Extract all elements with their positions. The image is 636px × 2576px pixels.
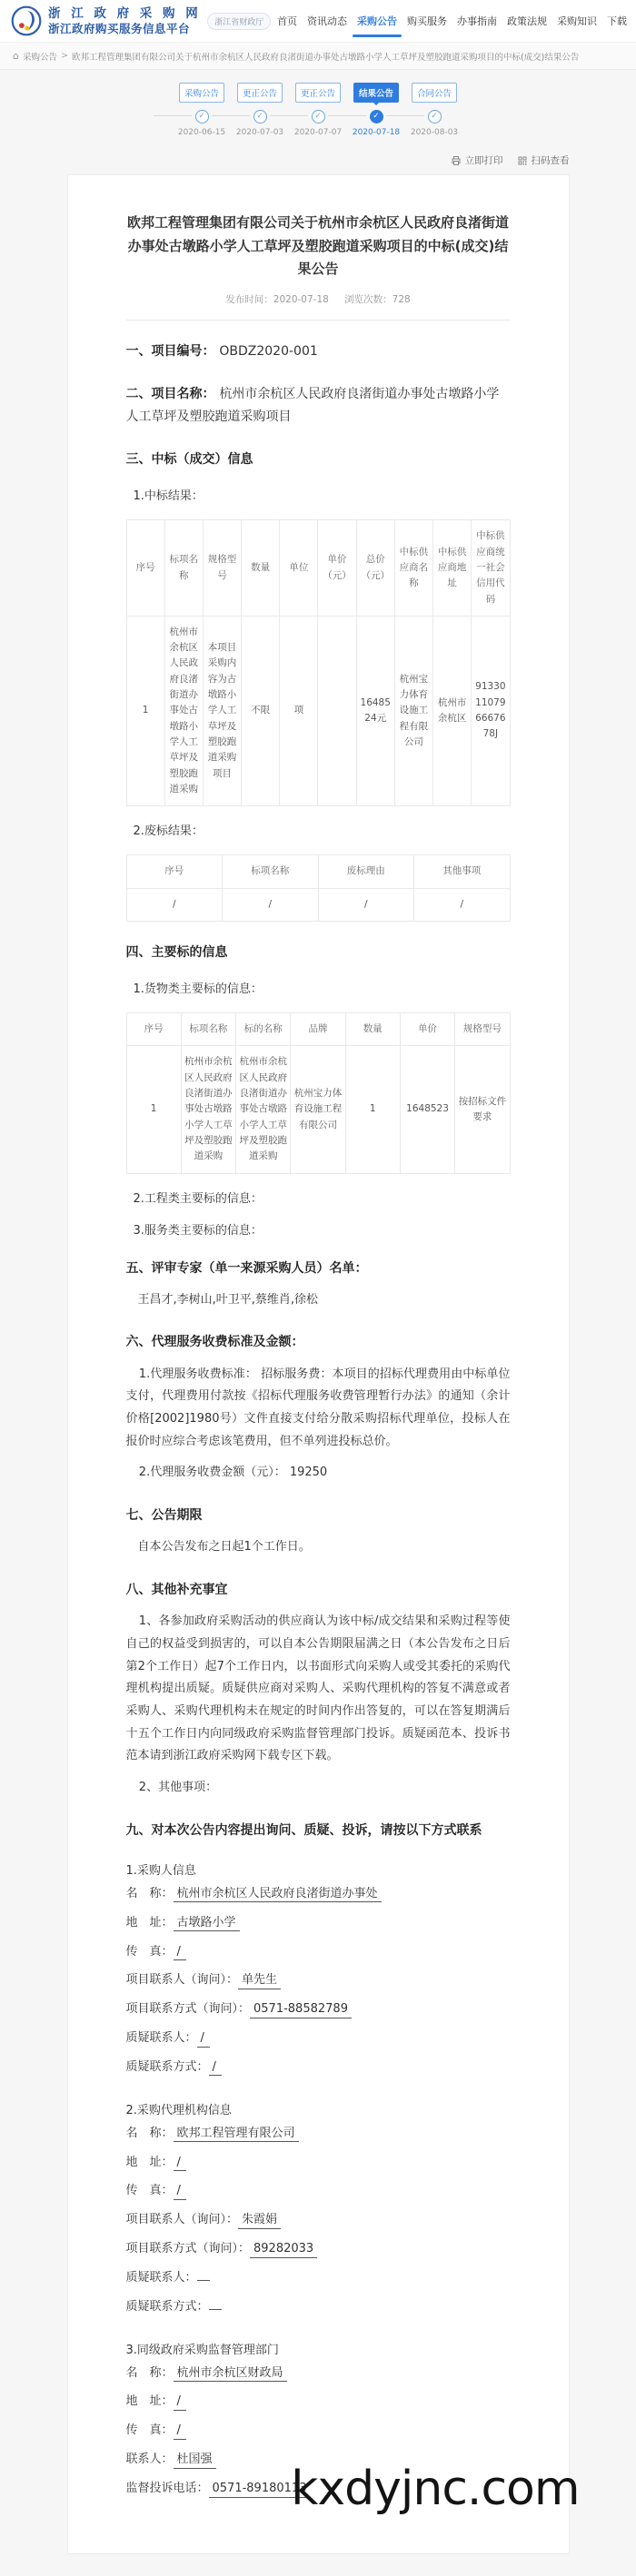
main-nav	[277, 0, 627, 42]
contact-line	[126, 2206, 511, 2235]
table-header-cell: 标项名称	[164, 520, 203, 617]
nav-item[interactable]: 购买服务	[407, 15, 447, 27]
site-watermark: kxdyjnc.com	[291, 2461, 580, 2516]
contact-line-label: 质疑联系方式：	[125, 2059, 209, 2074]
contact-line-label: 联系人：	[125, 2453, 174, 2467]
breadcrumb-root-link[interactable]: 采购公告	[22, 52, 57, 63]
stepper-step-date: 2020-07-18	[352, 128, 401, 137]
table-header-cell: 总价（元）	[356, 520, 394, 617]
contact-line	[126, 2176, 511, 2206]
contact-line	[126, 1938, 511, 1967]
contact-line-label: 项目联系人（询问）：	[125, 1973, 239, 1988]
table-header-cell: 单价（元）	[318, 520, 356, 617]
table-header-cell: 标项名称	[181, 1013, 235, 1046]
contact-line-value: 杭州市余杭区人民政府良渚街道办事处	[174, 1886, 382, 1903]
contact-line-label: 传 真：	[125, 2184, 174, 2198]
contact-line-value: 0571-89180113	[209, 2481, 311, 2498]
contact-line-label: 质疑联系人：	[125, 2031, 197, 2046]
table-cell: 杭州市余杭区	[433, 616, 472, 805]
check-icon: ✓	[253, 110, 267, 123]
contact-line-label: 名 称：	[125, 2365, 174, 2380]
table-header-cell: 标项名称	[223, 855, 319, 888]
section-main-subject: 四、主要标的信息	[125, 944, 228, 960]
agency-fee-amount-label: 2.代理服务收费金额（元）：	[138, 1466, 286, 1480]
agency-contact-block	[126, 2100, 511, 2322]
table-cell: 按招标文件要求	[455, 1046, 510, 1173]
section-announcement-period: 七、公告期限	[125, 1508, 203, 1524]
printer-icon	[451, 155, 462, 166]
contact-line	[126, 2148, 511, 2177]
views-value: 728	[392, 293, 411, 305]
table-row	[126, 616, 510, 805]
check-icon: ✓	[370, 110, 383, 123]
contact-line	[126, 1995, 511, 2024]
agency-fee-amount-value: 19250	[289, 1466, 328, 1480]
section-heading: 一、项目编号：	[125, 343, 215, 359]
contact-line	[126, 1966, 511, 1995]
contact-line-value: 欧邦工程管理有限公司	[174, 2126, 299, 2143]
table-header-cell: 规格型号	[203, 520, 241, 617]
table-cell: /	[126, 888, 223, 921]
site-logo-icon[interactable]	[11, 5, 42, 36]
announcement-stepper	[0, 70, 636, 146]
other-items-label: 2、其他事项：	[138, 1780, 218, 1794]
announcement-period-text: 自本公告发布之日起1个工作日。	[137, 1540, 311, 1554]
agency-fee-amount	[126, 1462, 511, 1485]
contact-line-label: 地 址：	[125, 2394, 174, 2409]
contact-line	[126, 2053, 511, 2082]
announcement-card	[67, 174, 580, 2554]
stepper-step-date: 2020-08-03	[410, 128, 459, 137]
contact-line-value: 杭州市余杭区财政局	[174, 2365, 287, 2383]
table-header-cell: 品牌	[291, 1013, 345, 1046]
stepper-step-date: 2020-07-03	[235, 128, 284, 137]
table-header-cell: 废标理由	[318, 855, 414, 888]
services-info-label: 3.服务类主要标的信息：	[133, 1223, 263, 1238]
table-header-cell: 标的名称	[236, 1013, 291, 1046]
table-cell: 杭州宝力体育设施工程有限公司	[291, 1046, 345, 1173]
stepper-step	[289, 83, 347, 137]
table-cell: /	[318, 888, 414, 921]
supervisor-contact-block	[125, 2340, 580, 2516]
award-result-label: 1.中标结果：	[133, 489, 204, 504]
contact-block-title: 1.采购人信息	[125, 1863, 196, 1878]
other-matters-paragraph: 1、各参加政府采购活动的供应商认为该中标/成交结果和采购过程等使自己的权益受到损害的，可以自本公告期限届满之日（本公告发布之日后第2个工作日）起7个工作日内，以书面形式向采购人或受其委托的采购代理机构提出质疑。质疑供应商对采购人、采购代理机构的答复不满意或者采购人、采购代理机构未在规定的时间内作出答复的，可以在答复期满后十五个工作日内向同级政府采购监督管理部门投诉。质疑函范本、投诉书范本请到浙江政府采购网下载专区下载。	[125, 1614, 511, 1763]
breadcrumb-current: 欧邦工程管理集团有限公司关于杭州市余杭区人民政府良渚街道办事处古墩路小学人工草坪及塑胶跑道采购项目的中标(成交)结果公告	[71, 52, 580, 63]
experts-names: 王昌才,李树山,叶卫平,蔡维肖,徐松	[137, 1292, 319, 1307]
contact-line	[126, 2359, 511, 2388]
nav-item[interactable]: 采购公告	[357, 0, 397, 42]
contact-line	[126, 2416, 511, 2445]
contact-line-value: /	[174, 2155, 186, 2172]
table-header-row	[126, 520, 510, 617]
contact-line	[126, 1880, 511, 1909]
stepper-step-date: 2020-07-07	[293, 128, 343, 137]
table-cell: 杭州宝力体育设施工程有限公司	[394, 616, 432, 805]
contact-block-title: 2.采购代理机构信息	[125, 2103, 232, 2117]
contact-line	[126, 2293, 511, 2322]
table-cell: /	[223, 888, 319, 921]
contact-line-value: 古墩路小学	[174, 1915, 240, 1932]
table-header-cell: 序号	[126, 520, 164, 617]
section-project-name	[126, 383, 511, 429]
contact-line-label: 名 称：	[125, 1886, 174, 1900]
contact-line-value: 单先生	[238, 1972, 281, 1989]
contact-line-label: 项目联系人（询问）：	[125, 2213, 239, 2227]
check-icon: ✓	[428, 110, 442, 123]
rejected-result-label: 2.废标结果：	[133, 824, 204, 839]
check-icon: ✓	[312, 110, 325, 123]
stepper-step	[347, 83, 405, 137]
contact-line-value: 89282033	[250, 2241, 317, 2258]
contact-lines	[126, 1880, 511, 2082]
site-title-line2: 浙江政府购买服务信息平台	[48, 21, 191, 35]
contact-line	[126, 1909, 511, 1938]
contact-line-label: 质疑联系人：	[125, 2270, 197, 2285]
nav-item[interactable]: 下载	[607, 15, 627, 27]
home-icon: ⌂	[13, 50, 19, 62]
breadcrumb	[0, 43, 636, 70]
contact-line-value: 0571-88582789	[250, 2001, 352, 2018]
contact-line-label: 传 真：	[125, 2423, 174, 2438]
table-cell: 杭州市余杭区人民政府良渚街道办事处古墩路小学人工草坪及塑胶跑道采购	[181, 1046, 235, 1173]
table-header-cell: 单位	[280, 520, 318, 617]
table-cell: 1648523	[400, 1046, 454, 1173]
table-cell: 杭州市余杭区人民政府良渚街道办事处古墩路小学人工草坪及塑胶跑道采购	[236, 1046, 291, 1173]
contact-line-value: /	[174, 2393, 186, 2411]
qr-view-button[interactable]	[517, 153, 570, 167]
table-header-cell: 数量	[345, 1013, 400, 1046]
print-label: 立即打印	[464, 155, 503, 166]
contact-line-label: 地 址：	[125, 2155, 174, 2169]
contact-line-value: /	[174, 2183, 186, 2200]
contact-line-value	[209, 2309, 222, 2310]
views-label: 浏览次数：	[344, 293, 393, 305]
table-cell: 1	[126, 616, 164, 805]
works-info-label: 2.工程类主要标的信息：	[133, 1191, 263, 1206]
nav-item[interactable]: 政策法规	[507, 15, 547, 27]
breadcrumb-separator: >	[61, 51, 68, 61]
table-cell: 杭州市余杭区人民政府良渚街道办事处古墩路小学人工草坪及塑胶跑道采购	[164, 616, 203, 805]
section-experts: 五、评审专家（单一来源采购人员）名单：	[125, 1260, 368, 1276]
section-award-info: 三、中标（成交）信息	[125, 452, 253, 468]
stepper-step-label[interactable]: 更正公告	[237, 83, 283, 103]
article-toolbar	[67, 153, 570, 167]
project-number-value: OBDZ2020-001	[219, 343, 318, 359]
contact-line	[126, 2024, 511, 2053]
table-header-cell: 中标供应商地址	[433, 520, 472, 617]
nav-item[interactable]: 采购知识	[557, 15, 597, 27]
contact-line-label: 项目联系方式（询问）：	[125, 2242, 251, 2256]
site-header	[0, 0, 636, 43]
contact-line-value: 杜国强	[174, 2452, 216, 2469]
table-cell: 1	[345, 1046, 400, 1173]
contact-line	[126, 2264, 511, 2293]
table-cell: /	[414, 888, 511, 921]
table-row	[126, 888, 510, 921]
table-cell: 1648524元	[356, 616, 394, 805]
table-header-row	[126, 855, 510, 888]
table-header-cell: 单价	[400, 1013, 454, 1046]
nav-item[interactable]: 办事指南	[457, 15, 497, 27]
site-title-line1: 浙 江 政 府 采 购 网	[48, 6, 202, 22]
table-cell: 项	[280, 616, 318, 805]
contact-line	[126, 2387, 511, 2416]
site-title	[48, 6, 201, 35]
contact-line-label: 监督投诉电话：	[125, 2482, 209, 2495]
section-other-matters: 八、其他补充事宜	[125, 1582, 228, 1597]
agency-fee-standard: 1.代理服务收费标准： 招标服务费：本项目的招标代理费用由中标单位支付，代理费用付款按《招标代理服务收费管理暂行办法》的通知（余计价格[2002]1980号）文件直接支付给分散采购招标代理单位，投标人在报价时应综合考虑该笔费用，但不单列进投标总价。	[125, 1367, 511, 1448]
purchaser-contact-block	[126, 1860, 511, 2082]
qr-view-label: 扫码查看	[531, 155, 570, 166]
nav-item[interactable]: 资讯动态	[307, 15, 347, 27]
table-header-row	[126, 1013, 510, 1046]
table-header-cell: 中标供应商统一社会信用代码	[472, 520, 510, 617]
table-header-cell: 其他事项	[414, 855, 511, 888]
publish-time-label: 发布时间：	[225, 293, 273, 305]
stepper-step-date: 2020-06-15	[177, 128, 226, 137]
stepper-step	[405, 83, 463, 137]
stepper-step-label[interactable]: 采购公告	[179, 83, 224, 103]
table-cell: 1	[126, 1046, 181, 1173]
check-icon: ✓	[195, 110, 209, 123]
article-meta	[126, 292, 511, 321]
stepper-step	[173, 83, 231, 137]
table-header-cell: 中标供应商名称	[394, 520, 432, 617]
nav-item[interactable]: 首页	[277, 15, 297, 27]
goods-info-label: 1.货物类主要标的信息：	[133, 982, 263, 997]
contact-line-label: 地 址：	[125, 1915, 174, 1930]
table-cell: 本项目采购内容为古墩路小学人工草坪及塑胶跑道采购项目	[203, 616, 241, 805]
contact-line-value: /	[209, 2059, 222, 2077]
table-cell	[318, 616, 356, 805]
contact-line	[126, 2119, 511, 2148]
rejected-bid-table	[126, 854, 511, 922]
section-agency-fee: 六、代理服务收费标准及金额：	[125, 1335, 304, 1350]
qr-code-icon	[517, 155, 528, 166]
table-cell: 91330110796667678J	[472, 616, 510, 805]
contact-block-title: 3.同级政府采购监督管理部门	[125, 2343, 279, 2357]
section-project-number	[126, 341, 511, 363]
stepper-step-label[interactable]: 更正公告	[295, 83, 341, 103]
contact-line-label: 名 称：	[125, 2126, 174, 2140]
contact-line-label: 传 真：	[125, 1944, 174, 1959]
contact-line-value: /	[174, 2423, 186, 2440]
publish-time-value: 2020-07-18	[273, 293, 329, 305]
project-name-value: 杭州市余杭区人民政府良渚街道办事处古墩路小学人工草坪及塑胶跑道采购项目	[125, 386, 500, 424]
contact-line-value: /	[174, 1944, 186, 1961]
print-button[interactable]	[451, 153, 503, 167]
table-header-cell: 规格型号	[455, 1013, 510, 1046]
page-title: 欧邦工程管理集团有限公司关于杭州市余杭区人民政府良渚街道办事处古墩路小学人工草坪及塑胶跑道采购项目的中标(成交)结果公告	[126, 214, 509, 277]
stepper-step	[231, 83, 289, 137]
stepper-step-label[interactable]: 合同公告	[412, 83, 457, 103]
table-header-cell: 序号	[126, 855, 223, 888]
section-heading: 二、项目名称：	[125, 386, 215, 401]
section-contact-methods: 九、对本次公告内容提出询问、质疑、投诉，请按以下方式联系	[125, 1822, 482, 1838]
contact-line	[126, 2235, 511, 2264]
finance-dept-badge: 浙江省财政厅	[207, 13, 271, 30]
table-cell: 不限	[242, 616, 280, 805]
stepper-step-label[interactable]: 结果公告	[353, 83, 399, 103]
contact-line-value: 朱霞娟	[238, 2212, 281, 2229]
goods-subject-table	[126, 1012, 511, 1174]
table-header-cell: 序号	[126, 1013, 181, 1046]
contact-line-label: 项目联系方式（询问）：	[125, 2002, 251, 2017]
contact-lines	[126, 2119, 511, 2322]
award-result-table	[126, 519, 511, 806]
table-header-cell: 数量	[242, 520, 280, 617]
contact-line-label: 质疑联系方式：	[125, 2299, 209, 2314]
contact-line-value: /	[197, 2030, 210, 2048]
table-row	[126, 1046, 510, 1173]
contact-line-value	[197, 2280, 210, 2281]
